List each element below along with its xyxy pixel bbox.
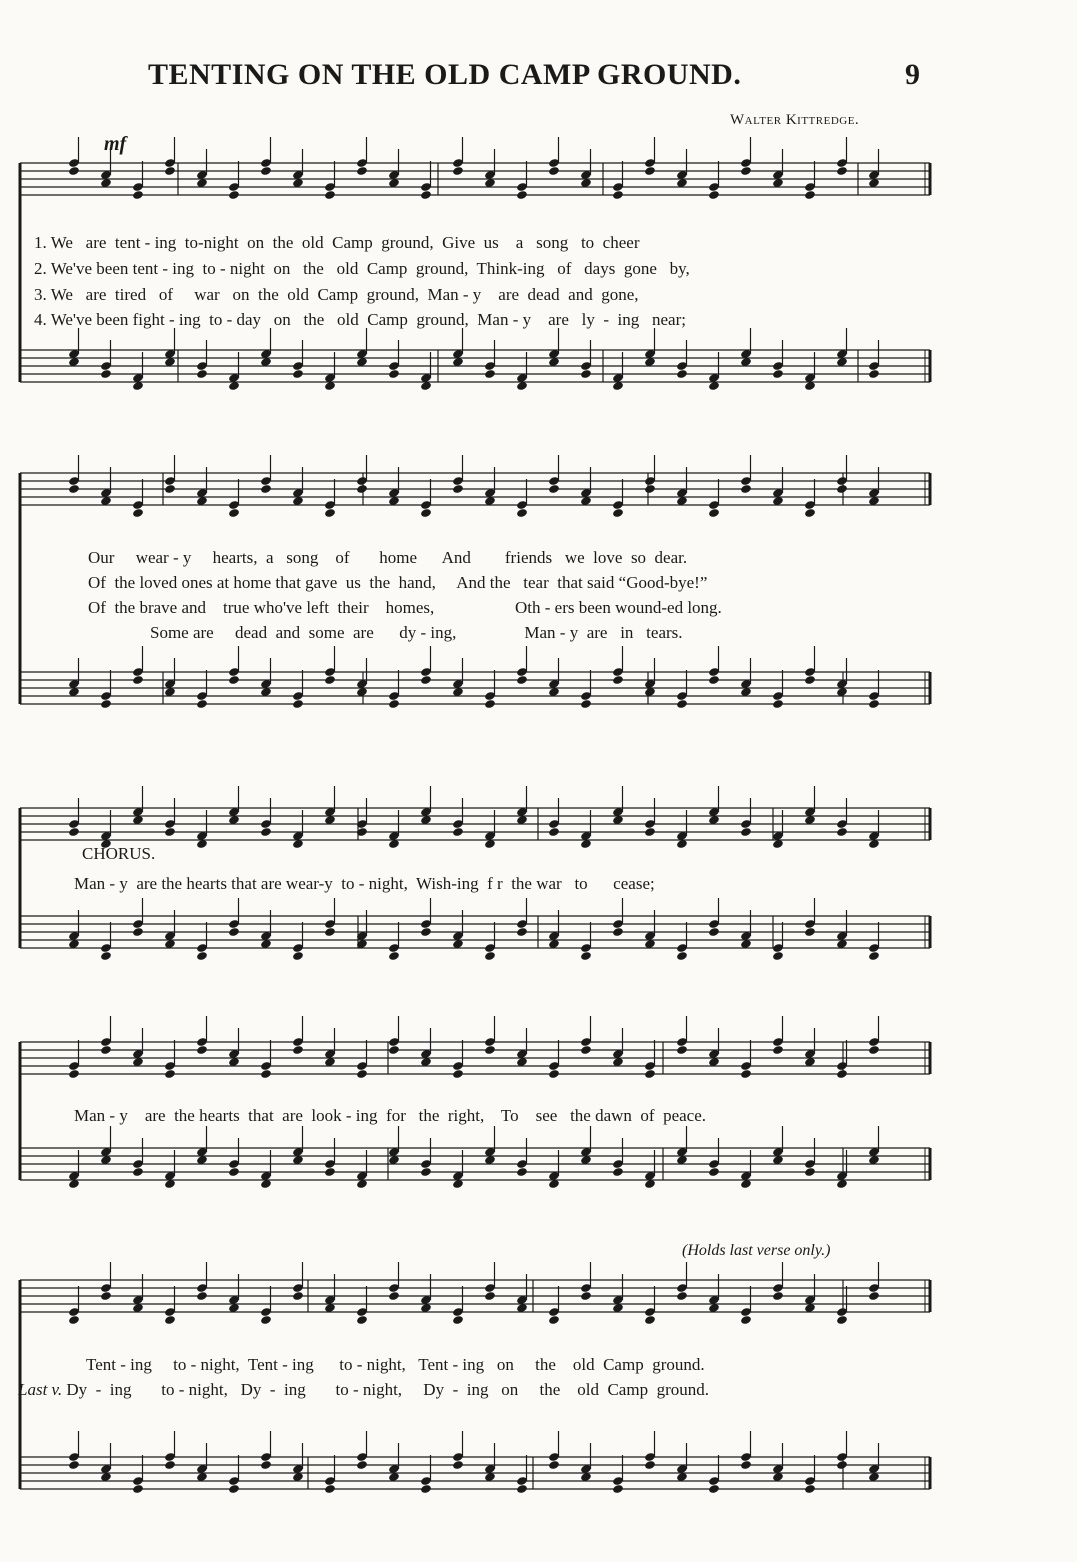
verse-1-line-1: 1. We are tent - ing to-night on the old Camp ground, Give us a song to cheer <box>34 233 640 252</box>
last-verse-line <box>18 1380 709 1400</box>
final-line: Tent - ing to - night, Tent - ing to - night, Tent - ing on the old Camp ground. <box>86 1355 705 1374</box>
page-number: 9 <box>905 58 920 91</box>
chorus-label: CHORUS. <box>82 844 156 863</box>
composer-credit: Walter Kittredge. <box>730 112 860 128</box>
verse-4-line-1: 4. We've been fight - ing to - day on the old Camp ground, Man - y are ly - ing near; <box>34 310 686 329</box>
page-title: TENTING ON THE OLD CAMP GROUND. <box>148 58 742 91</box>
last-verse-label: Last v. <box>18 1380 63 1399</box>
verse-4-line-2: Some are dead and some are dy - ing, Man - y are in tears. <box>150 623 683 642</box>
holds-note: (Holds last verse only.) <box>682 1242 831 1259</box>
verse-3-line-2: Of the brave and true who've left their homes, Oth - ers been wound-ed long. <box>88 598 722 617</box>
chorus-line-1: Man - y are the hearts that are wear-y to - night, Wish-ing f r the war to cease; <box>74 874 655 893</box>
verse-1-line-2: Our wear - y hearts, a song of home And friends we love so dear. <box>88 548 688 567</box>
verse-3-line-1: 3. We are tired of war on the old Camp ground, Man - y are dead and gone, <box>34 285 639 304</box>
verse-2-line-2: Of the loved ones at home that gave us the hand, And the tear that said “Good-bye!” <box>88 573 708 592</box>
last-verse-text: Dy - ing to - night, Dy - ing to - night, Dy - ing on the old Camp ground. <box>66 1380 709 1399</box>
chorus-line-2: Man - y are the hearts that are look - ing for the right, To see the dawn of peace. <box>74 1106 707 1125</box>
verse-2-line-1: 2. We've been tent - ing to - night on the old Camp ground, Think-ing of days gone by, <box>34 259 690 278</box>
dynamic-marking: mf <box>104 133 127 155</box>
